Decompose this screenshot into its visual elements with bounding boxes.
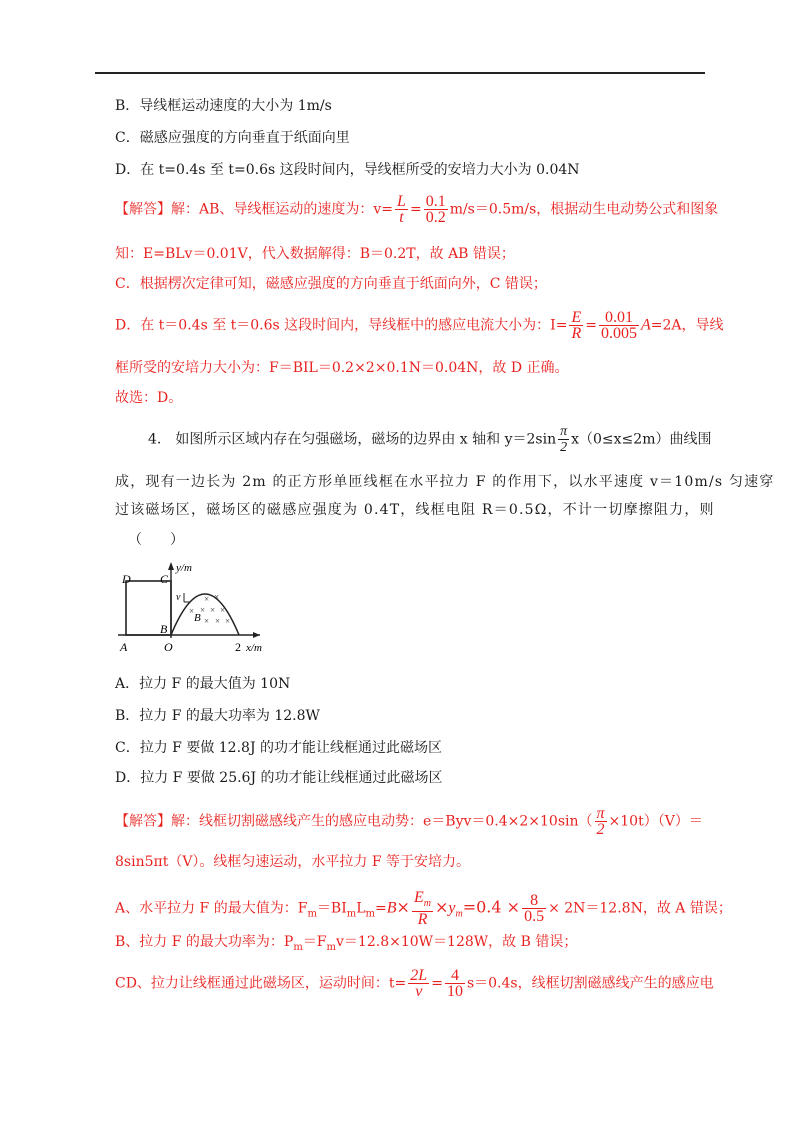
x-axis-arrow [253,632,260,638]
question4-line2: 成，现有一边长为 2m 的正方形单匝线框在水平拉力 F 的作用下，以水平速度 v＝10m/s 匀速穿 [115,474,775,490]
fraction-pi-over-2: $\frac{\pi}{2}$ [560,424,568,455]
solution1-line1: 【解答】解：AB、导线框运动的速度为：v= $\frac{L}{t}$ = $\frac{0.1}{0.2}$ m/s＝0.5m/s，根据动生电动势公式和图象 [115,193,719,226]
magnetic-field-figure [112,556,282,661]
label-C: C [160,572,169,586]
option-b: B．拉力 F 的最大功率为 12.8W [115,708,320,724]
prev-option-c: C．磁感应强度的方向垂直于纸面向里 [115,130,350,146]
label-B-field: B [194,612,201,624]
label-D: D [122,572,131,586]
fraction-velocity: $\frac{0.1}{0.2}$ [425,193,446,226]
solution-tag: 【解答】 [115,813,171,830]
fraction-current: $\frac{0.01}{0.005}$ [600,309,637,342]
fraction-4-over-10: $\frac{4}{10}$ [446,967,463,1000]
option-c: C．拉力 F 要做 12.8J 的功才能让线框通过此磁场区 [115,740,443,756]
cross: × [189,606,195,616]
question4-line3: 过该磁场区，磁场区的磁感应强度为 0.4T，线框电阻 R＝0.5Ω，不计一切摩擦阻力，则 [115,502,715,518]
fraction-8-over-0.5: $\frac{8}{0.5}$ [524,892,545,926]
cross: × [220,605,226,615]
fraction-E-over-R: $\frac{E}{R}$ [571,309,582,342]
fraction-pi-over-2: $\frac{\pi}{2}$ [596,805,605,838]
solution-tag: 【解答】 [115,201,171,218]
solution2-line5: CD、拉力让线框通过此磁场区，运动时间：t= $\frac{2L}{v}$ = $\frac{4}{10}$ s＝0.4s，线框切割磁感线产生的感应电 [115,967,714,1000]
cross: × [225,616,231,626]
solution2-line4: B、拉力 F 的最大功率为：$P_m=F_mv=12.8\times 10W=128W$，故 B 错误； [115,934,578,953]
header-rule [95,72,705,74]
tick-2: 2 [235,640,241,654]
y-axis-arrow [168,562,174,570]
label-A: A [120,640,128,654]
fraction-2L-over-v: $\frac{2L}{v}$ [410,967,428,1000]
y-axis-label: y/m [176,562,192,574]
solution2-line3: A、水平拉力 F 的最大值为：$F_m=BI_mL_m=B\times$ $\frac{E_m}{R}$ $\times y_m=0.4$ × $\frac{8}{0.5}$ × 2N＝12.8N，故 A 错误； [115,889,732,929]
solution1-answer: 故选：D。 [115,390,183,406]
cross: × [215,616,221,626]
label-B: B [160,622,168,636]
solution2-line2: 8sin5πt（V）。线框匀速运动，水平拉力 F 等于安培力。 [115,854,471,870]
cross: × [200,605,206,615]
prev-option-d: D．在 t=0.4s 至 t=0.6s 这段时间内，导线框所受的安培力大小为 0.04N [115,162,580,178]
label-O: O [164,640,173,654]
label-v: v [176,592,181,603]
question4-blank: （ ） [128,532,184,548]
solution1-line2: 知：E=BLv＝0.01V，代入数据解得：B＝0.2T，故 AB 错误； [115,246,515,262]
prev-option-b: B．导线框运动速度的大小为 1m/s [115,98,332,114]
solution1-line5: 框所受的安培力大小为：F＝BIL＝0.2×2×0.1N＝0.04N，故 D 正确。 [115,360,569,376]
cross: × [204,594,210,604]
question4-line1: 4. 如图所示区域内存在匀强磁场，磁场的边界由 x 轴和 y＝2sin $\frac{\pi}{2}$ x（0≤x≤2m）曲线围 [148,424,712,455]
solution1-line3: C．根据楞次定律可知，磁感应强度的方向垂直于纸面向外，C 错误； [115,276,547,292]
solution2-line1: 【解答】解：线框切割磁感线产生的感应电动势：e＝Byv＝0.4×2×10sin（ $\frac{\pi}{2}$ ×10t）（V）＝ [115,805,703,838]
fraction-L-over-t: $\frac{L}{t}$ [397,193,406,226]
fraction-Em-over-R: $\frac{E_m}{R}$ [413,889,431,929]
x-axis-label: x/m [246,642,262,654]
cross: × [210,605,216,615]
solution1-line4: D．在 t＝0.4s 至 t＝0.6s 这段时间内，导线框中的感应电流大小为：I= $\frac{E}{R}$ = $\frac{0.01}{0.005}$ A=2A，导线 [115,309,724,342]
cross: × [204,616,210,626]
option-d: D．拉力 F 要做 25.6J 的功才能让线框通过此磁场区 [115,770,443,786]
option-a: A．拉力 F 的最大值为 10N [115,676,291,692]
cross: × [214,592,220,602]
